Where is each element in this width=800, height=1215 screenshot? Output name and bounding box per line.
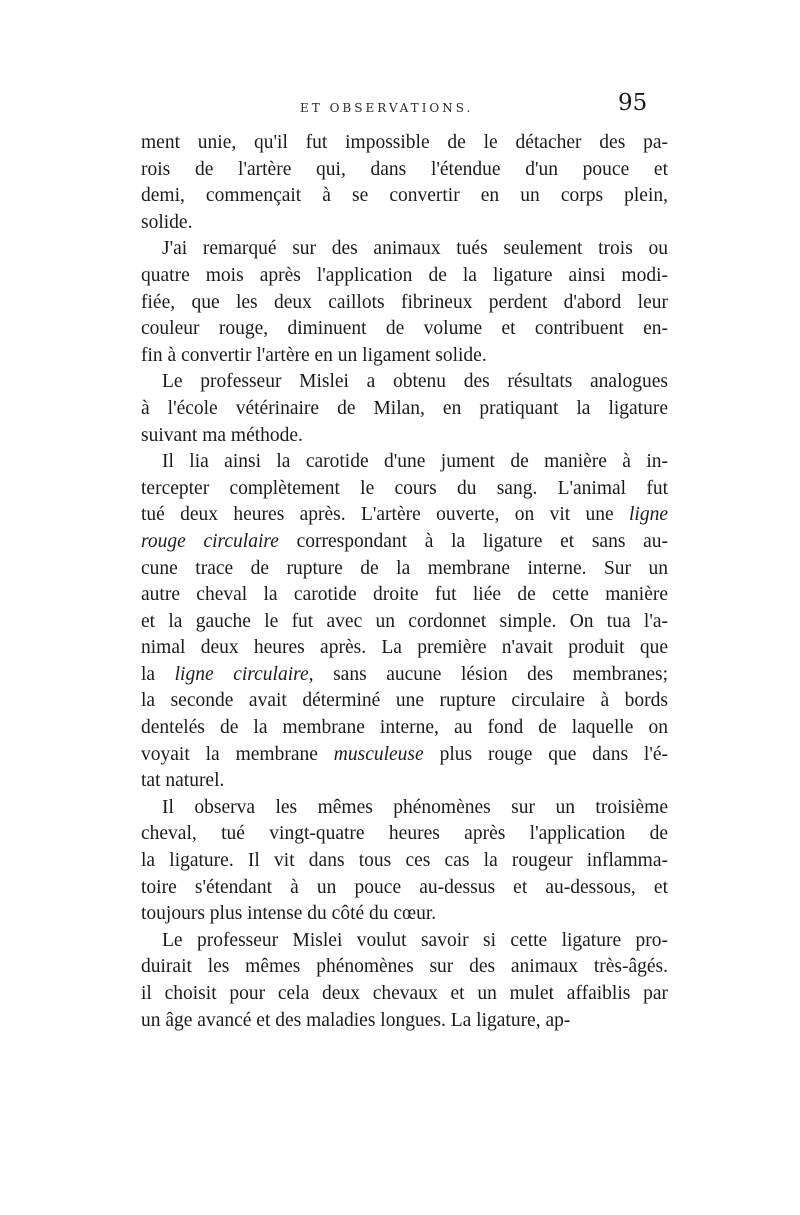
text-segment: Il lia ainsi la carotide d'une jument de manière à in- [162,451,668,473]
text-segment: couleur rouge, diminuent de volume et contribuent en- [141,318,668,340]
text-line [141,742,668,769]
text-line [141,449,668,476]
text-line [141,556,668,583]
text-segment: il choisit pour cela deux chevaux et un mulet affaiblis par [141,983,668,1004]
text-segment: solide. [141,211,193,233]
text-segment: plus rouge que dans l'é- [423,743,669,765]
text-line [141,875,668,902]
italic-segment: ligne [629,504,668,526]
text-segment: Le professeur Mislei a obtenu des résultats analogues [162,371,668,393]
italic-segment: ligne circulaire [174,663,309,685]
text-line [141,183,668,210]
text-segment: voyait la membrane [141,743,334,765]
text-line [141,928,668,955]
text-segment: tué deux heures après. L'artère ouverte, on vit une [141,504,629,526]
text-line [141,901,668,928]
text-segment: J'ai remarqué sur des animaux tués seulement trois ou [162,238,668,260]
text-line [141,954,668,981]
text-line [141,848,668,875]
text-line [141,715,668,742]
text-line [141,821,668,848]
text-segment: dentelés de la membrane interne, au fond de laquelle on [141,717,668,739]
paragraph [141,795,668,928]
paragraph [141,449,668,795]
text-segment: rois de l'artère qui, dans l'étendue d'un pouce et [141,158,668,180]
text-line [141,688,668,715]
page-number: 95 [618,90,648,116]
text-line [141,662,668,689]
text-line [141,502,668,529]
text-segment: Le professeur Mislei voulut savoir si cette ligature pro- [162,929,668,951]
text-segment: tercepter complètement le cours du sang. L'animal fut [141,477,668,499]
text-segment: tat naturel. [141,770,225,792]
text-segment: fin à convertir l'artère en un ligament solide. [141,344,487,366]
body-text [141,130,668,1034]
text-line [141,343,668,370]
text-line [141,635,668,662]
text-segment: et la gauche le fut avec un cordonnet simple. On tua l'a- [141,610,668,632]
text-segment: duirait les mêmes phénomènes sur des animaux très-âgés. [141,956,668,978]
text-line [141,795,668,822]
text-line [141,423,668,450]
text-segment: quatre mois après l'application de la ligature ainsi modi- [141,264,668,286]
italic-segment: musculeuse [333,743,424,765]
text-segment: suivant ma méthode. [141,424,303,446]
text-line [141,290,668,317]
text-segment: la [141,663,175,685]
text-segment: cune trace de rupture de la membrane interne. Sur un [141,557,668,579]
text-segment: nimal deux heures après. La première n'avait produit que [141,637,668,659]
text-segment: la seconde avait déterminé une rupture circulaire à bords [141,690,668,712]
paragraph [141,369,668,449]
text-segment: à l'école vétérinaire de Milan, en pratiquant la ligature [141,397,668,419]
text-line [141,130,668,157]
text-line [141,236,668,263]
text-line [141,476,668,503]
text-line [141,396,668,423]
text-line [141,529,668,556]
text-segment: ment unie, qu'il fut impossible de le détacher des pa- [141,132,668,153]
text-segment: demi, commençait à se convertir en un corps plein, [141,185,668,207]
text-segment: fiée, que les deux caillots fibrineux perdent d'abord leur [141,291,668,313]
text-line [141,582,668,609]
text-line [141,263,668,290]
text-segment: Il observa les mêmes phénomènes sur un troisième [162,796,668,818]
text-segment: cheval, tué vingt-quatre heures après l'application de [141,823,668,845]
text-segment: autre cheval la carotide droite fut liée de cette manière [141,584,668,606]
running-head: ET OBSERVATIONS. [300,101,474,115]
text-segment: , sans aucune lésion des membranes; [308,663,668,685]
text-segment: correspondant à la ligature et sans au- [278,530,668,552]
paragraph [141,928,668,1034]
text-line [141,981,668,1008]
paragraph [141,130,668,236]
text-line [141,609,668,636]
text-line [141,768,668,795]
text-line [141,316,668,343]
text-line [141,1008,668,1035]
text-segment: un âge avancé et des maladies longues. La ligature, ap- [141,1009,571,1031]
text-segment: toire s'étendant à un pouce au-dessus et au-dessous, et [141,876,668,898]
text-line [141,369,668,396]
text-segment: toujours plus intense du côté du cœur. [141,903,437,925]
text-segment: la ligature. Il vit dans tous ces cas la rougeur inflamma- [141,850,668,872]
text-line [141,157,668,184]
paragraph [141,236,668,369]
italic-segment: rouge circulaire [141,530,279,552]
text-line [141,210,668,237]
